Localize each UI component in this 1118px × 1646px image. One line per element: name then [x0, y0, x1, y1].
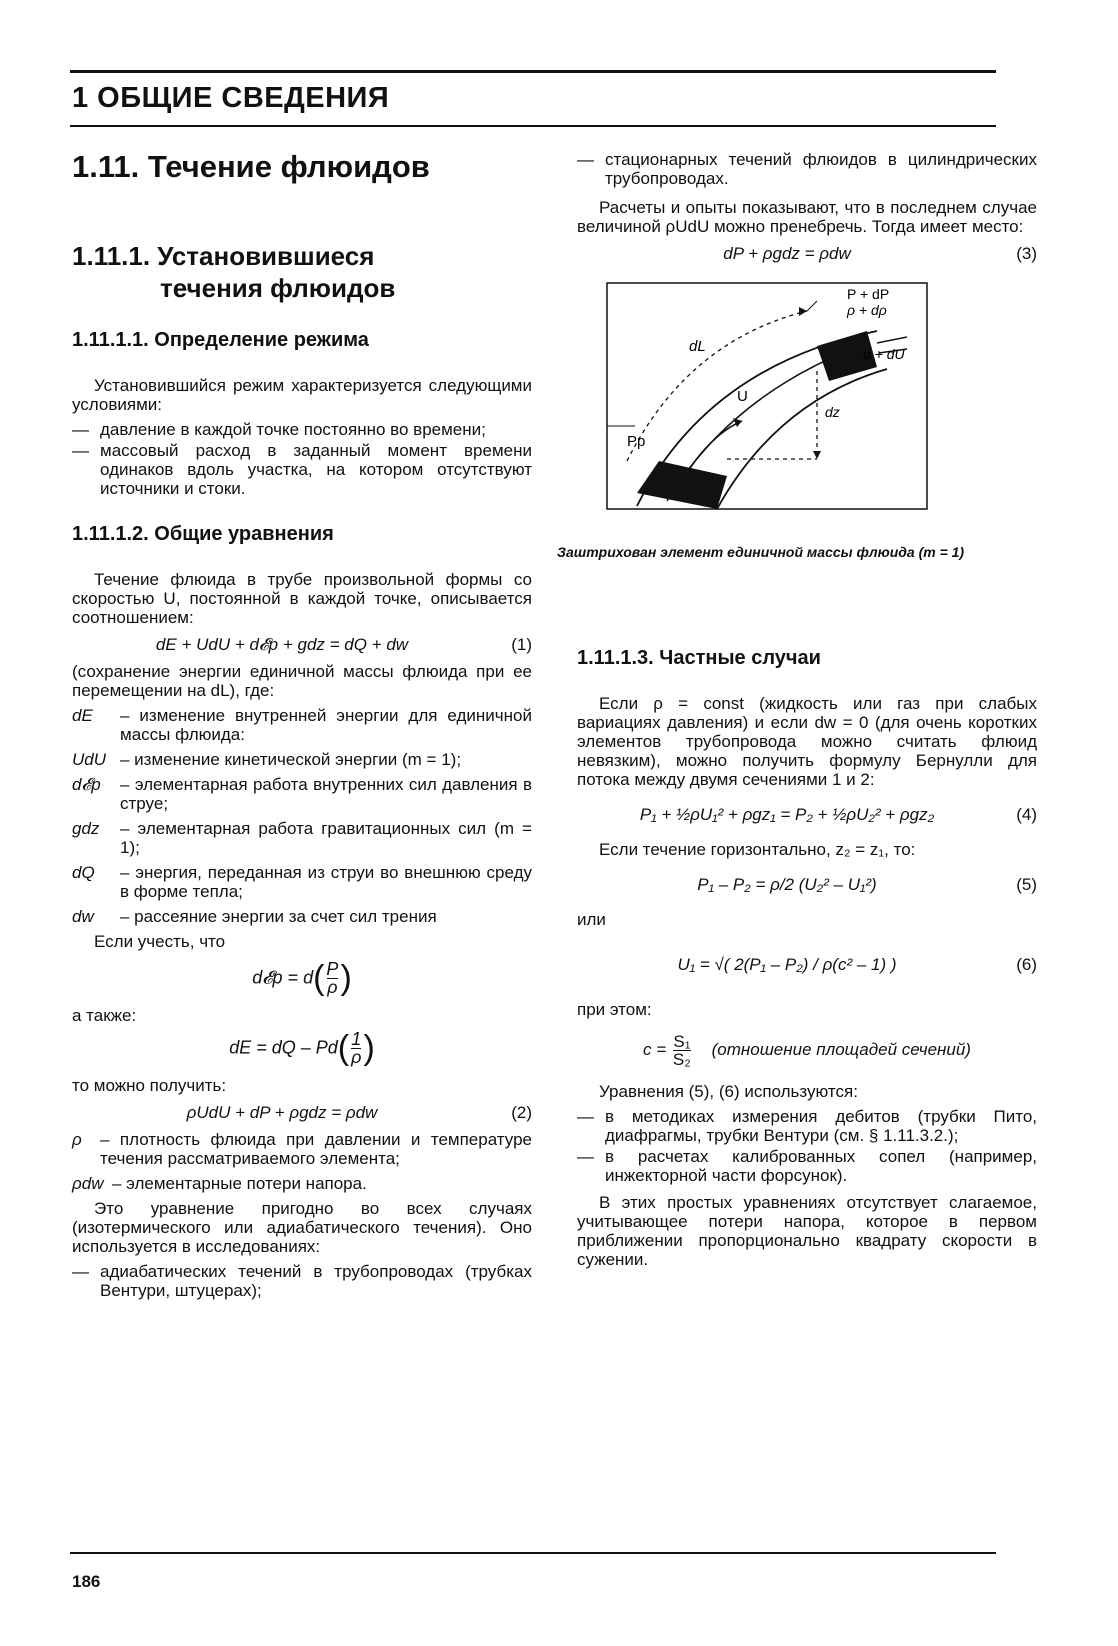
section-heading-1-11-1	[72, 240, 532, 304]
paragraph: Это уравнение пригодно во всех случаях (изотермического или адиабатического течения). Оно используется в исследованиях:	[72, 1199, 532, 1256]
list-item: — в методиках измерения дебитов (трубки Пито, диафрагмы, трубки Вентури (см. § 1.11.3.2.);	[577, 1107, 1037, 1145]
equation-1: dE + UdU + d𝓔p + gdz = dQ + dw (1)	[155, 635, 532, 654]
equation-4: P₁ + ½ρU₁² + ρgz₁ = P₂ + ½ρU₂² + ρgz₂ (4)	[639, 805, 1037, 824]
equation-7: c = $\frac{\text{S₁}}{\text{S₂}}$ (отношение площадей сечений)	[643, 1032, 971, 1069]
definition-item: dE – изменение внутренней энергии для единичной массы флюида:	[72, 706, 532, 744]
label-pp: Pp	[627, 433, 646, 450]
label-p-dp: P + dP	[847, 286, 890, 302]
left-column	[72, 150, 532, 1302]
equation-a: d𝓔p = d( $\frac{P}{\rho}$ )	[252, 959, 352, 997]
paragraph: или	[577, 910, 606, 929]
chapter-title: 1 ОБЩИЕ СВЕДЕНИЯ	[72, 82, 390, 114]
list-item: — в расчетах калиброванных сопел (например, инжекторной части форсунок).	[577, 1147, 1037, 1185]
top-rule	[70, 70, 996, 73]
chapter-rule	[70, 125, 996, 127]
definition-item: ρ – плотность флюида при давлении и температуре течения рассматриваемого элемента;	[72, 1130, 532, 1168]
paragraph: Если ρ = const (жидкость или газ при слабых вариациях давления) и если dw = 0 (для очень коротких элементов трубопровода можно считать флюид невязким), можно получить формулу Бернулли для потока между двумя сечениями 1 и 2:	[577, 694, 1037, 789]
heading-line-1: 1.11.1. Установившиеся	[72, 241, 375, 271]
equation-b: dE = dQ – Pd( $\frac{1}{\rho}$ )	[229, 1029, 375, 1067]
equation-2: ρUdU + dP + ρgdz = ρdw (2)	[186, 1103, 532, 1122]
equation-3: dP + ρgdz = ρdw (3)	[723, 244, 1037, 263]
section-heading-1-11: 1.11. Течение флюидов	[72, 149, 430, 184]
right-column	[557, 150, 1037, 1275]
list-item: — массовый расход в заданный момент времени одинаков вдоль участка, на котором отсутствуют источники и стоки.	[72, 441, 532, 498]
paragraph: то можно получить:	[72, 1076, 227, 1095]
bottom-rule	[70, 1552, 996, 1554]
definition-item: dw – рассеяние энергии за счет сил трения	[72, 907, 437, 926]
definition-item: ρdw – элементарные потери напора.	[72, 1174, 367, 1193]
label-dz: dz	[825, 404, 840, 420]
label-u-du: u + dU	[863, 346, 905, 362]
figure-caption: Заштрихован элемент единичной массы флюида (m = 1)	[557, 544, 965, 560]
heading-line-2: течения флюидов	[160, 273, 396, 303]
section-heading-1-11-1-1: 1.11.1.1. Определение режима	[72, 329, 369, 351]
section-heading-1-11-1-2: 1.11.1.2. Общие уравнения	[72, 523, 334, 545]
paragraph: Течение флюида в трубе произвольной формы со скоростью U, постоянной в каждой точке, описывается соотношением:	[72, 570, 532, 627]
paragraph: (сохранение энергии единичной массы флюида при ее перемещении на dL), где:	[72, 662, 532, 700]
list-item: — давление в каждой точке постоянно во времени;	[72, 420, 486, 439]
definition-item: dQ – энергия, переданная из струи во внешнюю среду в форме тепла;	[72, 863, 532, 901]
paragraph: Уравнения (5), (6) используются:	[599, 1082, 858, 1101]
flow-element-figure	[577, 271, 1037, 541]
fluid-element-lower	[637, 461, 727, 509]
label-dl: dL	[689, 338, 706, 355]
paragraph: Если течение горизонтально, z₂ = z₁, то:	[599, 840, 916, 859]
label-rho-drho: ρ + dρ	[847, 302, 887, 318]
paragraph: Расчеты и опыты показывают, что в последнем случае величиной ρUdU можно пренебречь. Тогда имеет место:	[577, 198, 1037, 236]
equation-5: P₁ – P₂ = ρ/2 (U₂² – U₁²) (5)	[697, 875, 1037, 894]
list-item: — стационарных течений флюидов в цилиндрических трубопроводах.	[577, 150, 1037, 188]
paragraph: при этом:	[577, 1000, 652, 1019]
equation-6: U₁ = √( 2(P₁ – P₂) / ρ(c² – 1) ) (6)	[677, 955, 1037, 974]
page-number: 186	[72, 1572, 101, 1591]
list-item: — адиабатических течений в трубопроводах (трубках Вентури, штуцерах);	[72, 1262, 532, 1300]
section-heading-1-11-1-3: 1.11.1.3. Частные случаи	[577, 647, 821, 669]
definition-item: gdz – элементарная работа гравитационных сил (m = 1);	[72, 819, 532, 857]
definition-item: UdU – изменение кинетической энергии (m = 1);	[72, 750, 462, 769]
definition-item: d𝓔p – элементарная работа внутренних сил давления в струе;	[72, 775, 532, 813]
paragraph: Если учесть, что	[94, 932, 226, 951]
paragraph: Установившийся режим характеризуется следующими условиями:	[72, 376, 532, 414]
paragraph: В этих простых уравнениях отсутствует слагаемое, учитывающее потери напора, которое в первом приближении пропорционально квадрату скорости в сужении.	[577, 1193, 1037, 1269]
label-u: U	[737, 388, 748, 405]
paragraph: а также:	[72, 1006, 137, 1025]
